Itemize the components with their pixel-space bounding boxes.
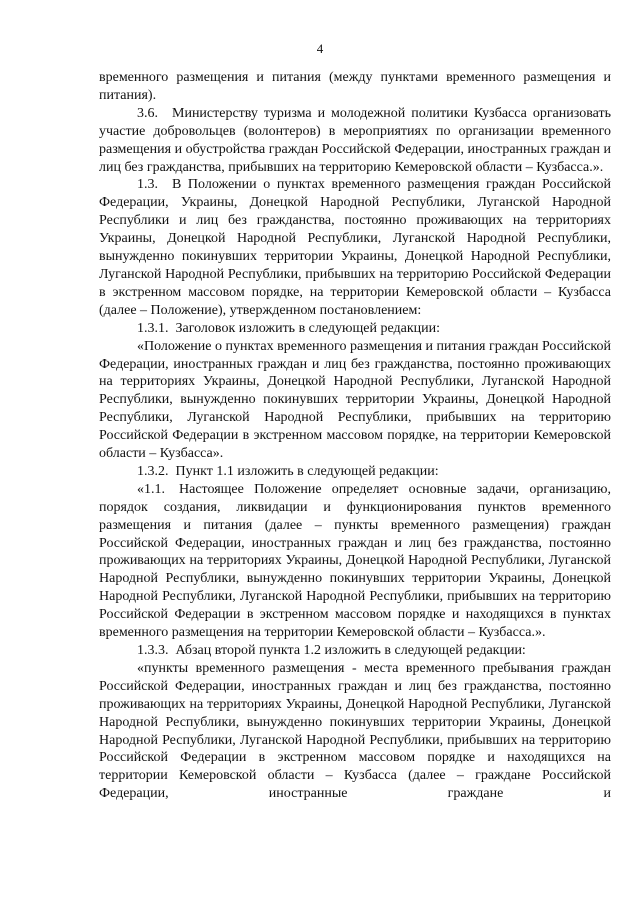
paragraph-3-6: 3.6. Министерству туризма и молодежной политики Кузбасса организовать участие добровольцев (волонтеров) в мероприятиях по организации временного размещения и обустройства граждан Российской Федерации, иностранных граждан и лиц без гражданства, прибывших на территорию Кемеровской области – Кузбасса.».: [99, 105, 611, 175]
paragraph-1-3: 1.3. В Положении о пунктах временного размещения граждан Российской Федерации, Украины, Донецкой Народной Республики, Луганской Народной Республики и лиц без гражданства, постоянно проживающих на территориях Украины, Донецкой Народной Республики, Луганской Народной Республики, вынужденно покинувших территории Украины, Донецкой Народной Республики, Луганской Народной Республики, прибывших на территорию Российской Федерации в экстренном массовом порядке, на территории Кемеровской области – Кузбасса (далее – Положение), утвержденном постановлением:: [99, 177, 611, 318]
paragraph-continuation: временного размещения и питания (между пунктами временного размещения и питания).: [99, 70, 611, 103]
paragraph-1-2-quote: «пункты временного размещения - места временного пребывания граждан Российской Федерации, иностранных граждан и лиц без гражданства, постоянно проживающих на территориях Украины, Донецкой Народной Республики, Луганской Народной Республики, вынужденно покинувших территории Украины, Донецкой Народной Республики, Луганской Народной Республики, прибывших на территорию Российской Федерации в экстренном массовом порядке и находящихся на территории Кемеровской области – Кузбасса (далее – граждане Российской Федерации, иностранные граждане и: [99, 660, 611, 802]
page-number: 4: [316, 41, 324, 56]
document-body: [99, 69, 611, 803]
paragraph-title-quote: «Положение о пунктах временного размещения и питания граждан Российской Федерации, иностранных граждан и лиц без гражданства, постоянно проживающих на территориях Украины, Донецкой Народной Республики, Луганской Народной Республики, вынужденно покинувших территории Украины, Донецкой Народной Республики, Луганской Народной Республики, прибывших на территорию Российской Федерации в экстренном массовом порядке, на территории Кемеровской области – Кузбасса».: [99, 338, 611, 462]
paragraph-1-3-3: 1.3.3. Абзац второй пункта 1.2 изложить в следующей редакции:: [137, 643, 526, 658]
paragraph-1-3-1: 1.3.1. Заголовок изложить в следующей редакции:: [137, 320, 441, 336]
paragraph-1-3-2: 1.3.2. Пункт 1.1 изложить в следующей редакции:: [137, 463, 439, 479]
paragraph-1-1-quote: «1.1. Настоящее Положение определяет основные задачи, организацию, порядок создания, ликвидации и функционирования пунктов временного размещения и питания (далее – пункты временного размещения) граждан Российской Федерации, иностранных граждан и лиц без гражданства, постоянно проживающих на территориях Украины, Донецкой Народной Республики, Луганской Народной Республики, вынужденно покинувших территории Украины, Донецкой Народной Республики, Луганской Народной Республики, прибывших на территорию Российской Федерации в экстренном массовом порядке и находящихся в пунктах временного размещения на территории Кемеровской области – Кузбасса.».: [99, 481, 611, 641]
